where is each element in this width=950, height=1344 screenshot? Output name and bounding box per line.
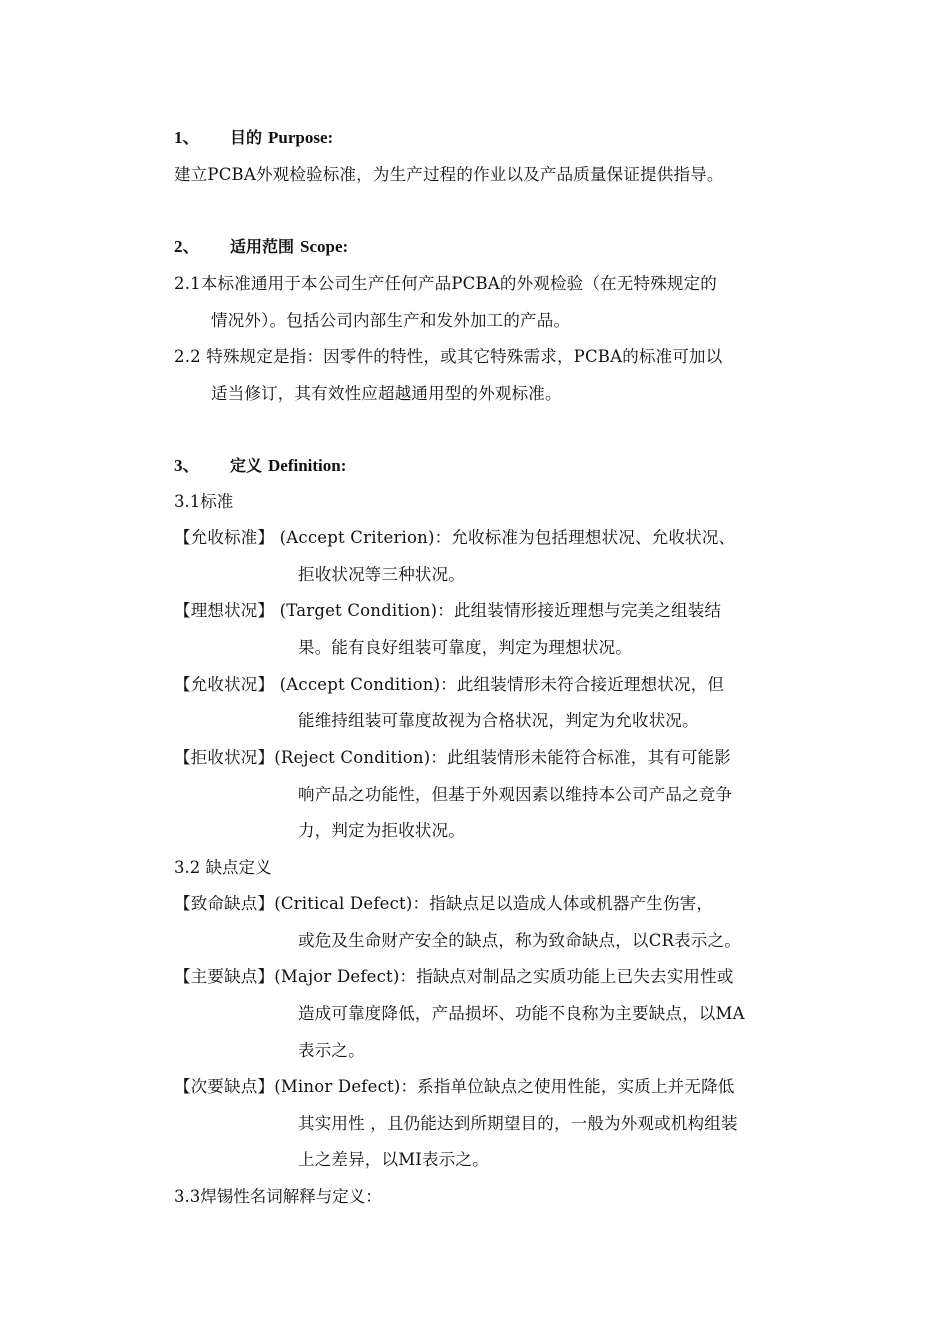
- section-3-heading: [174, 454, 346, 478]
- section-number: 3、: [174, 456, 200, 475]
- scope-2-2-line-2: 适当修订，其有效性应超越通用型的外观标准。: [211, 384, 562, 403]
- section-number: 2、: [174, 237, 200, 256]
- critical-defect-line-2: 或危及生命财产安全的缺点，称为致命缺点，以CR表示之。: [298, 931, 741, 950]
- section-title-en: Scope:: [300, 237, 349, 256]
- minor-defect-line-3: 上之差异，以MI表示之。: [298, 1150, 489, 1169]
- minor-defect-line-2: 其实用性 ，且仍能达到所期望目的，一般为外观或机构组装: [298, 1114, 738, 1133]
- scope-2-2-line-1: 2.2 特殊规定是指：因零件的特性，或其它特殊需求，PCBA的标准可加以: [174, 347, 723, 366]
- section-2-heading: [174, 235, 348, 259]
- section-1-heading: [174, 126, 333, 150]
- section-title-zh: 定义: [230, 456, 263, 475]
- section-title-zh: 适用范围: [230, 237, 295, 256]
- subsection-3-2: 3.2 缺点定义: [174, 858, 272, 877]
- subsection-3-1: 3.1标准: [174, 492, 234, 511]
- reject-condition-line-3: 力，判定为拒收状况。: [298, 821, 465, 840]
- major-defect-line-2: 造成可靠度降低，产品损坏、功能不良称为主要缺点，以MA: [298, 1004, 745, 1023]
- section-title-en: Definition:: [268, 456, 347, 475]
- major-defect-line-1: 【主要缺点】(Major Defect)：指缺点对制品之实质功能上已失去实用性或: [174, 967, 734, 986]
- reject-condition-line-2: 响产品之功能性，但基于外观因素以维持本公司产品之竞争: [298, 785, 733, 804]
- scope-2-1-line-1: 2.1本标准通用于本公司生产任何产品PCBA的外观检验（在无特殊规定的: [174, 274, 718, 293]
- accept-condition-line-1: 【允收状况】 (Accept Condition)：此组装情形未符合接近理想状况，但: [174, 675, 725, 694]
- scope-2-1-line-2: 情况外）。包括公司内部生产和发外加工的产品。: [211, 311, 571, 330]
- accept-criterion-line-2: 拒收状况等三种状况。: [298, 565, 465, 584]
- section-number: 1、: [174, 128, 200, 147]
- subsection-3-3: 3.3焊锡性名词解释与定义：: [174, 1187, 382, 1206]
- reject-condition-line-1: 【拒收状况】(Reject Condition)：此组装情形未能符合标准，其有可能影: [174, 748, 731, 767]
- section-title-zh: 目的: [230, 128, 263, 147]
- target-condition-line-2: 果。能有良好组装可靠度，判定为理想状况。: [298, 638, 632, 657]
- major-defect-line-3: 表示之。: [298, 1041, 365, 1060]
- minor-defect-line-1: 【次要缺点】(Minor Defect)：系指单位缺点之使用性能，实质上并无降低: [174, 1077, 735, 1096]
- purpose-text: 建立PCBA外观检验标准，为生产过程的作业以及产品质量保证提供指导。: [174, 165, 724, 184]
- target-condition-line-1: 【理想状况】 (Target Condition)：此组装情形接近理想与完美之组装结: [174, 601, 722, 620]
- critical-defect-line-1: 【致命缺点】(Critical Defect)：指缺点足以造成人体或机器产生伤害，: [174, 894, 714, 913]
- accept-criterion-line-1: 【允收标准】 (Accept Criterion)：允收标准为包括理想状况、允收状况、: [174, 528, 736, 547]
- section-title-en: Purpose:: [268, 128, 334, 147]
- accept-condition-line-2: 能维持组装可靠度故视为合格状况，判定为允收状况。: [298, 711, 699, 730]
